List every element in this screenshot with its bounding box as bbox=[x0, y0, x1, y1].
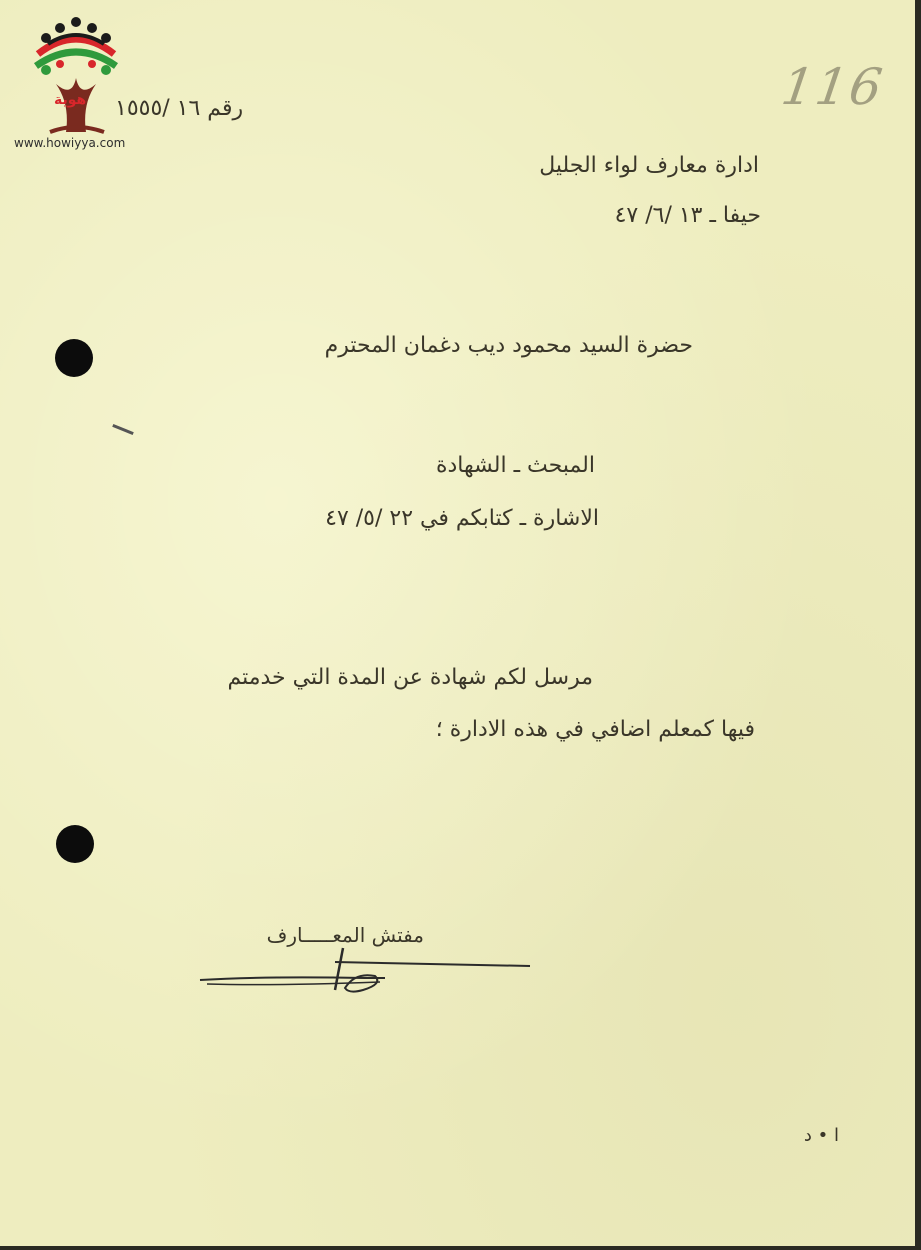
logo-url-link[interactable]: www.howiyya.com bbox=[14, 136, 126, 150]
punch-hole bbox=[55, 339, 93, 377]
body-line-2: فيها كمعلم اضافي في هذه الادارة ؛ bbox=[435, 717, 755, 742]
addressee-line: حضرة السيد محمود ديب دغمان المحترم bbox=[324, 333, 693, 358]
place-date: حيفا ـ ١٣ /٦/ ٤٧ bbox=[614, 203, 761, 228]
department-name: ادارة معارف لواء الجليل bbox=[539, 153, 759, 178]
scan-edge-right bbox=[915, 0, 921, 1250]
subject-line: المبحث ـ الشهادة bbox=[435, 453, 595, 478]
folio-number: 116 bbox=[777, 58, 888, 116]
signer-title: مفتش المعـــــارف bbox=[266, 923, 424, 947]
body-line-1: مرسل لكم شهادة عن المدة التي خدمتم bbox=[227, 665, 593, 690]
stray-mark bbox=[112, 424, 134, 435]
reference-number: رقم ١٦ /١٥٥٥ bbox=[115, 96, 244, 121]
tree-logo-icon bbox=[26, 14, 126, 134]
howiyya-logo[interactable] bbox=[14, 14, 138, 154]
scan-edge-bottom bbox=[0, 1246, 921, 1250]
handwritten-signature bbox=[195, 940, 535, 1000]
logo-text: هوية bbox=[54, 92, 87, 108]
reference-line: الاشارة ـ كتابكم في ٢٢ /٥/ ٤٧ bbox=[325, 506, 599, 531]
footer-initials: ا • د bbox=[803, 1125, 839, 1146]
punch-hole bbox=[56, 825, 94, 863]
